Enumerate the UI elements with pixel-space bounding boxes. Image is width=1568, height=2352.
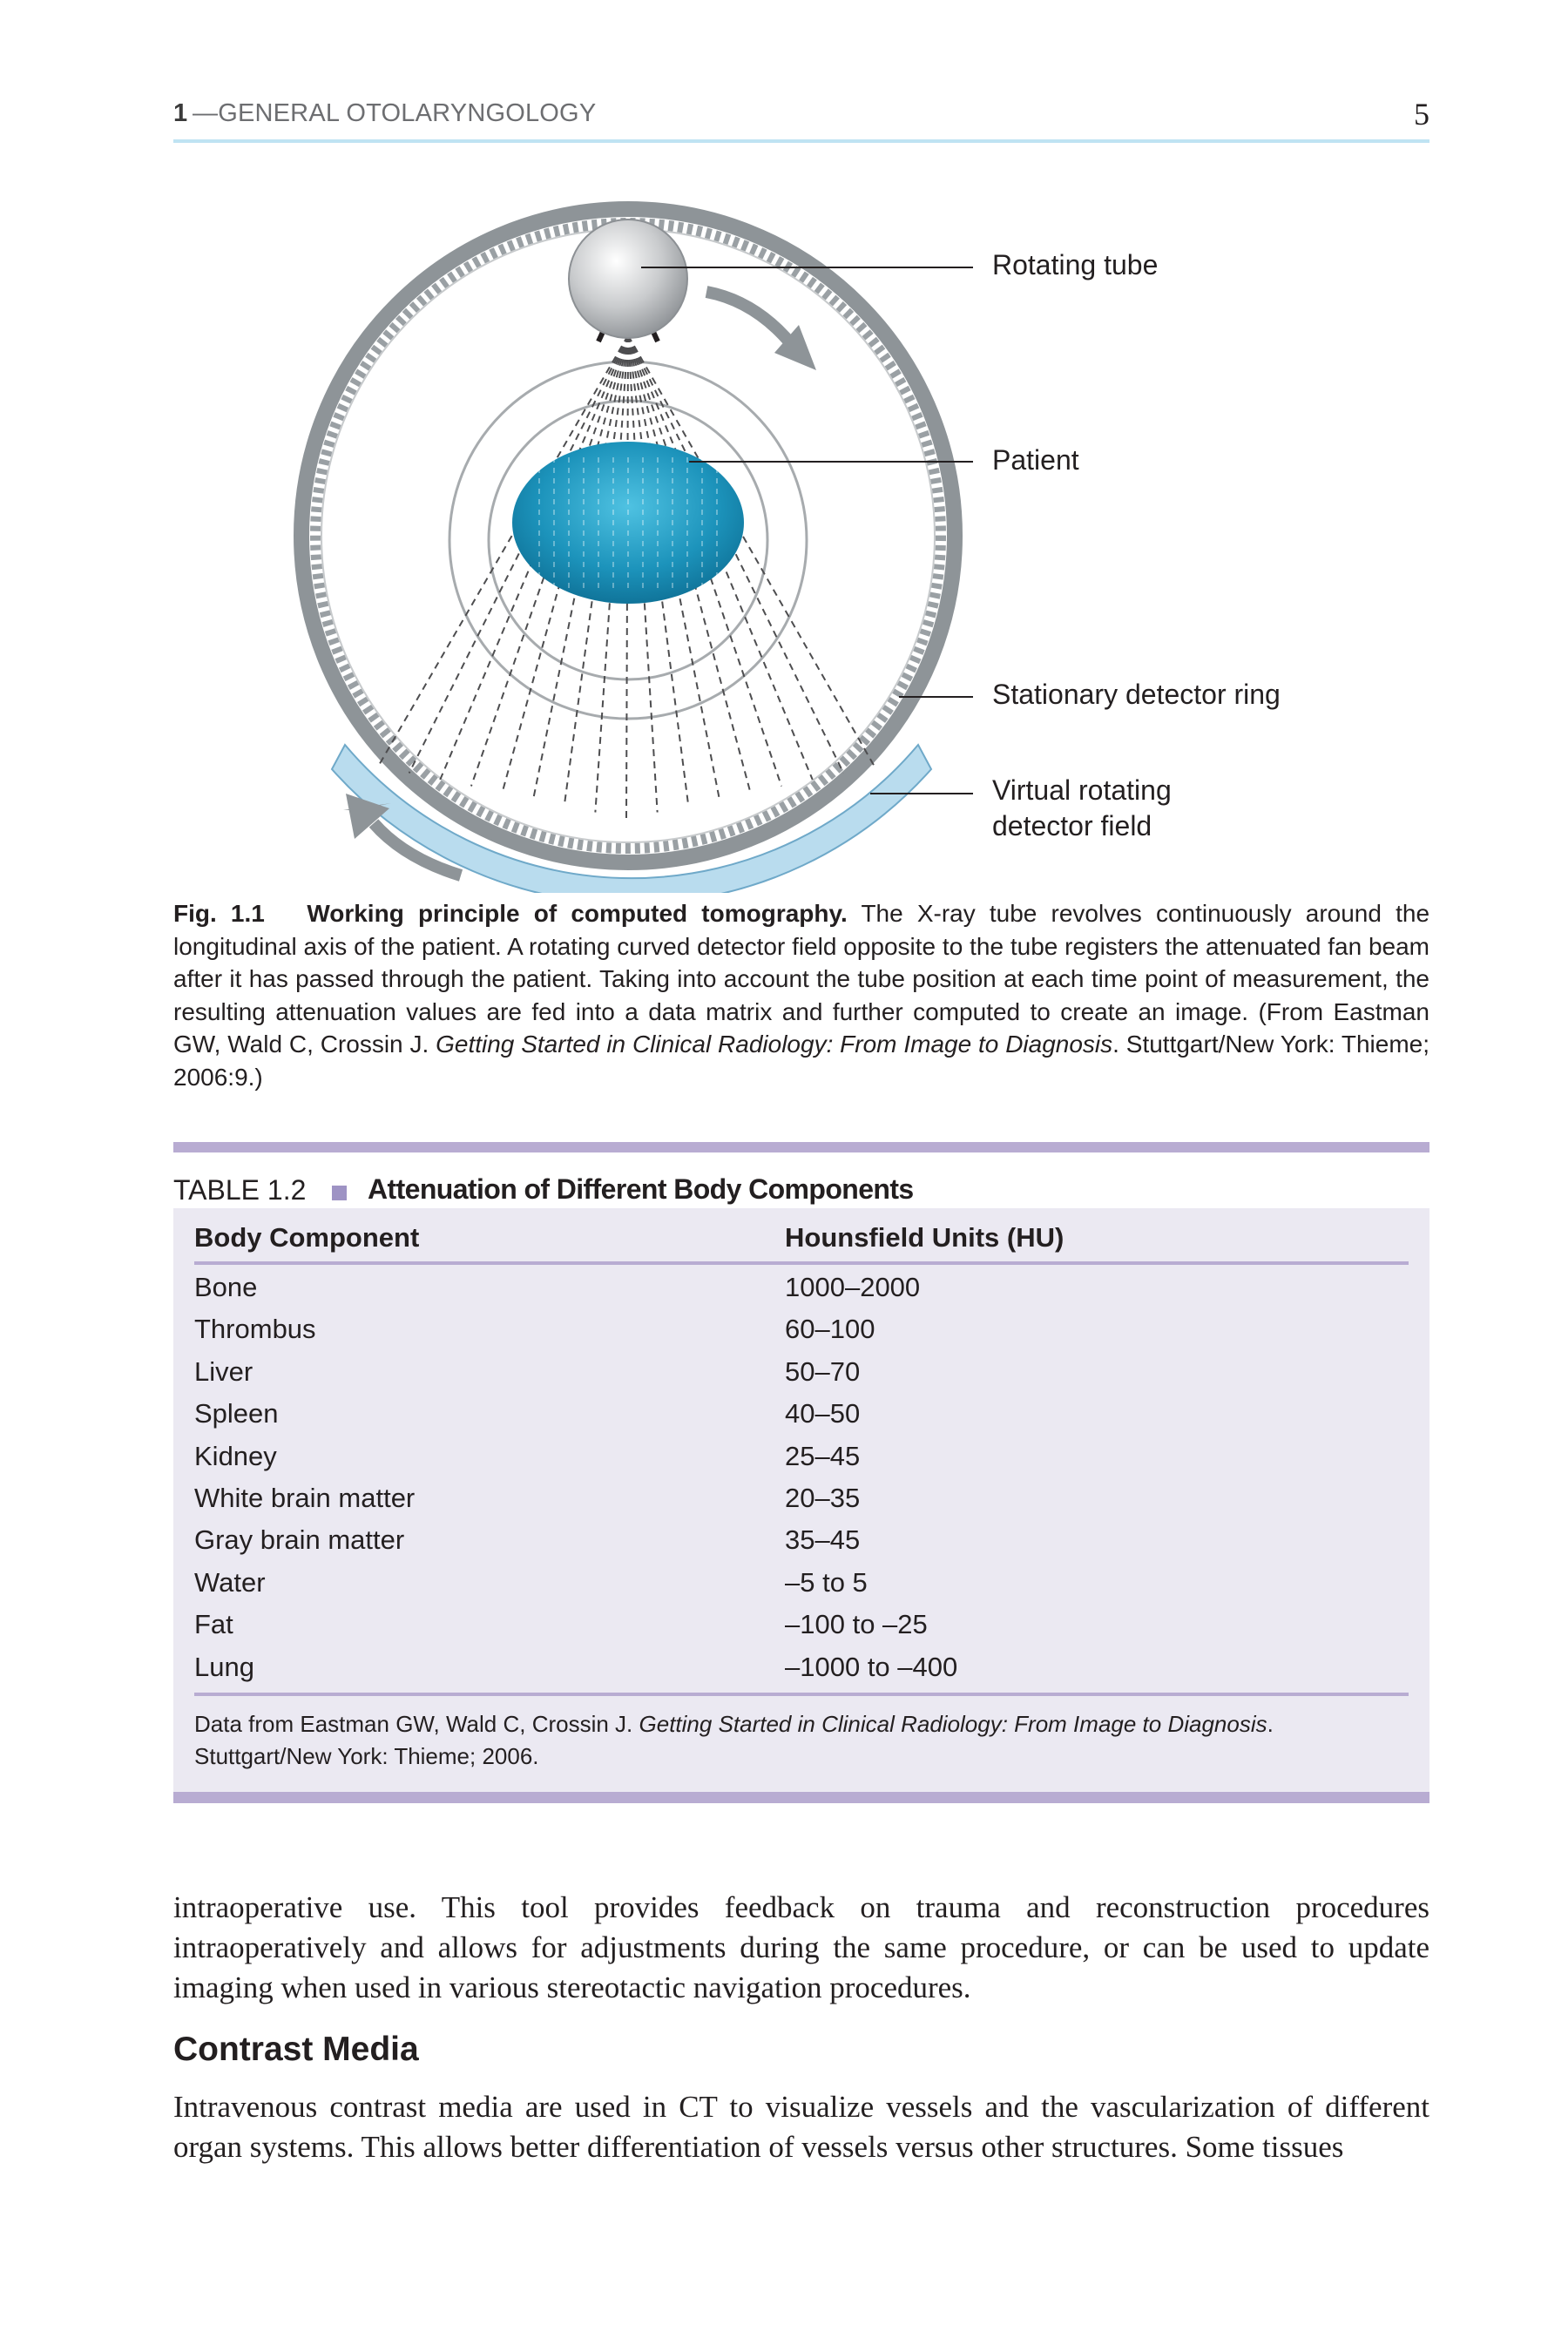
cell-body-component: Gray brain matter: [194, 1524, 405, 1556]
table-row: [173, 1483, 1429, 1524]
figure-caption: [173, 897, 1429, 1093]
cell-hounsfield-units: –5 to 5: [785, 1566, 868, 1598]
cell-body-component: Spleen: [194, 1398, 279, 1429]
body-paragraph: Intravenous contrast media are used in CT to visualize vessels and the vascularization of different organ systems. This allows better differentiation of vessels versus other structures. Some tissues: [173, 2090, 1429, 2164]
cell-hounsfield-units: –100 to –25: [785, 1609, 928, 1640]
table-source-note: [194, 1708, 1409, 1773]
table-title: Attenuation of Different Body Components: [368, 1173, 914, 1205]
chapter-number: 1: [173, 99, 188, 127]
cell-hounsfield-units: –1000 to –400: [785, 1651, 958, 1682]
table-label: TABLE 1.2: [173, 1174, 307, 1206]
table-row: [173, 1272, 1429, 1314]
body-paragraph: intraoperative use. This tool provides feedback on trauma and reconstruction procedures intraoperatively and allows for adjustments during the same procedure, or can be used to update imaging when used in various stereotactic navigation procedures.: [173, 1890, 1429, 2004]
table-row: [173, 1314, 1429, 1355]
section-heading: Contrast Media: [173, 2031, 419, 2068]
table-row: [173, 1441, 1429, 1483]
table-top-bar: [173, 1142, 1429, 1152]
table-source-prefix: Data from Eastman GW, Wald C, Crossin J.: [194, 1711, 633, 1737]
cell-hounsfield-units: 50–70: [785, 1355, 861, 1387]
chapter-title: —GENERAL OTOLARYNGOLOGY: [193, 99, 597, 127]
table-square-icon: [332, 1186, 347, 1200]
cell-hounsfield-units: 35–45: [785, 1524, 861, 1556]
column-header-body-component: Body Component: [194, 1222, 420, 1253]
page-number: 5: [1414, 97, 1429, 132]
cell-hounsfield-units: 60–100: [785, 1314, 875, 1345]
label-virtual-detector-line1: Virtual rotating: [992, 774, 1172, 806]
caption-source-tail: . Stuttgart/New York: Thieme; 2006:9.): [173, 1031, 1429, 1091]
label-patient: Patient: [992, 444, 1079, 476]
cell-body-component: Thrombus: [194, 1314, 316, 1345]
caption-source-title: Getting Started in Clinical Radiology: From Image to Diagnosis: [436, 1031, 1113, 1058]
cell-hounsfield-units: 25–45: [785, 1440, 861, 1471]
table-bottom-bar: [173, 1792, 1429, 1803]
cell-hounsfield-units: 40–50: [785, 1398, 861, 1429]
header-rule: [173, 139, 1429, 143]
cell-body-component: Bone: [194, 1272, 258, 1302]
label-virtual-detector-line2: detector field: [992, 810, 1152, 841]
cell-body-component: White brain matter: [194, 1483, 416, 1513]
table-row: [173, 1609, 1429, 1651]
caption-text: The X-ray tube revolves continuously around the longitudinal axis of the patient. A rotating curved detector field opposite to the tube registers the attenuated fan beam after it has passed through the patient. Taking into account the tube position at each time point of measurement, the resulting attenuation values are fed into a data matrix and further computed to create an image. (From Eastman GW, Wald C, Crossin J.: [173, 900, 1430, 1058]
cell-hounsfield-units: 20–35: [785, 1483, 861, 1513]
cell-body-component: Liver: [194, 1355, 253, 1387]
footer-rule: [194, 1693, 1409, 1696]
ct-figure: [173, 170, 1429, 893]
table-title-row: [173, 1152, 1429, 1208]
header-rule: [194, 1261, 1409, 1265]
ct-diagram: [173, 170, 1429, 893]
table-row: [173, 1524, 1429, 1566]
caption-title: Working principle of computed tomography.: [307, 900, 848, 927]
running-head: [173, 96, 1429, 141]
cell-hounsfield-units: 1000–2000: [785, 1272, 921, 1302]
table-source-suffix: . Stuttgart/New York: Thieme; 2006.: [194, 1711, 1274, 1769]
table-body: [173, 1208, 1429, 1792]
cell-body-component: Kidney: [194, 1440, 277, 1471]
label-rotating-tube: Rotating tube: [992, 249, 1159, 280]
attenuation-table: [173, 1142, 1429, 1803]
caption-label: Fig. 1.1: [173, 900, 265, 927]
rotation-arrow-top-icon: [706, 292, 787, 340]
table-row: [173, 1567, 1429, 1609]
table-source-title: Getting Started in Clinical Radiology: From Image to Diagnosis: [639, 1711, 1267, 1737]
table-row: [173, 1652, 1429, 1693]
cell-body-component: Lung: [194, 1651, 254, 1682]
xray-tube: [569, 220, 687, 338]
cell-body-component: Water: [194, 1566, 266, 1598]
cell-body-component: Fat: [194, 1609, 233, 1640]
table-row: [173, 1398, 1429, 1440]
label-stationary-detector-ring: Stationary detector ring: [992, 679, 1281, 710]
column-header-hounsfield-units: Hounsfield Units (HU): [785, 1222, 1064, 1253]
table-row: [173, 1356, 1429, 1398]
